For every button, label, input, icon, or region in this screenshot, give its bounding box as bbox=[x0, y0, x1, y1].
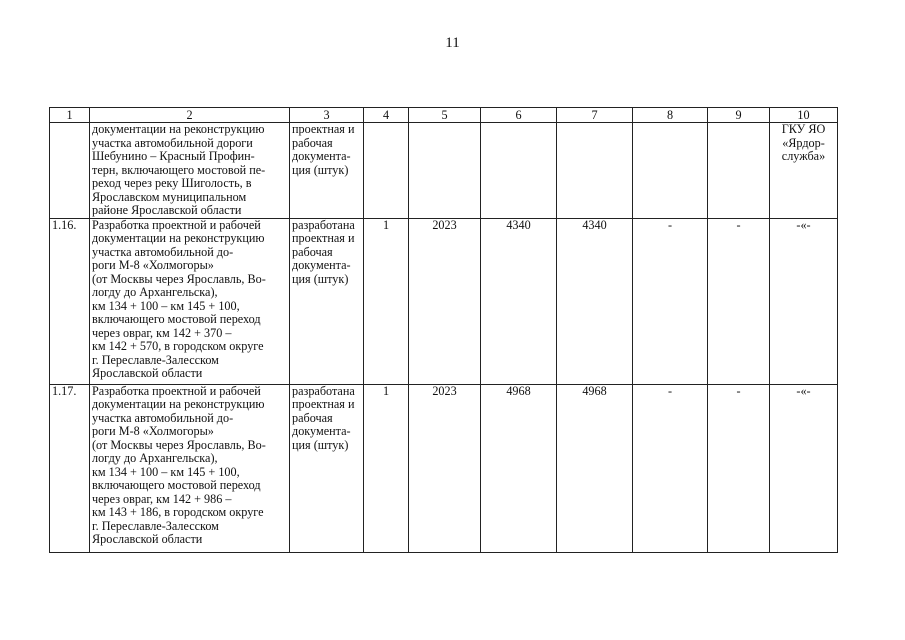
column-header: 6 bbox=[481, 108, 557, 123]
column-header: 2 bbox=[90, 108, 290, 123]
table-header-row bbox=[50, 108, 838, 123]
amount-cell bbox=[557, 123, 633, 219]
amount-cell bbox=[481, 123, 557, 219]
amount-cell: 4968 bbox=[481, 384, 557, 552]
column-header: 9 bbox=[708, 108, 770, 123]
amount-cell: - bbox=[708, 384, 770, 552]
quantity-cell: 1 bbox=[364, 218, 409, 384]
amount-cell: - bbox=[633, 384, 708, 552]
result-unit-cell: разработана проектная и рабочая документа- ция (штук) bbox=[290, 384, 364, 552]
agency-cell: ГКУ ЯО «Ярдор- служба» bbox=[770, 123, 838, 219]
agency-cell: -«- bbox=[770, 218, 838, 384]
amount-cell: - bbox=[633, 218, 708, 384]
column-header: 8 bbox=[633, 108, 708, 123]
table-row bbox=[50, 218, 838, 384]
activity-name-cell: Разработка проектной и рабочей документации на реконструкцию участка автомобильной до- роги М-8 «Холмогоры» (от Москвы через Ярославль, Во- логду до Архангельска), км 134 + 100 – км 145 + 100, включающего мостовой переход через овраг, км 142 + 986 – км 143 + 186, в городском округе г. Переславле-Залесском Ярославской области bbox=[90, 384, 290, 552]
column-header: 5 bbox=[409, 108, 481, 123]
row-number-cell: 1.16. bbox=[50, 218, 90, 384]
row-number-cell: 1.17. bbox=[50, 384, 90, 552]
quantity-cell: 1 bbox=[364, 384, 409, 552]
page-number: 11 bbox=[445, 35, 460, 51]
quantity-cell bbox=[364, 123, 409, 219]
amount-cell: 4340 bbox=[481, 218, 557, 384]
result-unit-cell: проектная и рабочая документа- ция (штук) bbox=[290, 123, 364, 219]
activity-name-cell: Разработка проектной и рабочей документации на реконструкцию участка автомобильной до- роги М-8 «Холмогоры» (от Москвы через Ярославль, Во- логду до Архангельска), км 134 + 100 – км 145 + 100, включающего мостовой переход через овраг, км 142 + 370 – км 142 + 570, в городском округе г. Переславле-Залесском Ярославской области bbox=[90, 218, 290, 384]
amount-cell: 4340 bbox=[557, 218, 633, 384]
column-header: 1 bbox=[50, 108, 90, 123]
table-row bbox=[50, 123, 838, 219]
column-header: 4 bbox=[364, 108, 409, 123]
column-header: 7 bbox=[557, 108, 633, 123]
row-number-cell bbox=[50, 123, 90, 219]
year-cell: 2023 bbox=[409, 384, 481, 552]
year-cell bbox=[409, 123, 481, 219]
amount-cell: - bbox=[708, 218, 770, 384]
year-cell: 2023 bbox=[409, 218, 481, 384]
agency-cell: -«- bbox=[770, 384, 838, 552]
amount-cell bbox=[708, 123, 770, 219]
table-row bbox=[50, 384, 838, 552]
amount-cell bbox=[633, 123, 708, 219]
result-unit-cell: разработана проектная и рабочая документа- ция (штук) bbox=[290, 218, 364, 384]
column-header: 3 bbox=[290, 108, 364, 123]
column-header: 10 bbox=[770, 108, 838, 123]
program-table bbox=[49, 107, 838, 553]
amount-cell: 4968 bbox=[557, 384, 633, 552]
activity-name-cell: документации на реконструкцию участка автомобильной дороги Шебунино – Красный Профин- терн, включающего мостовой пе- реход через реку Шиголость, в Ярославском муниципальном районе Ярославской области bbox=[90, 123, 290, 219]
